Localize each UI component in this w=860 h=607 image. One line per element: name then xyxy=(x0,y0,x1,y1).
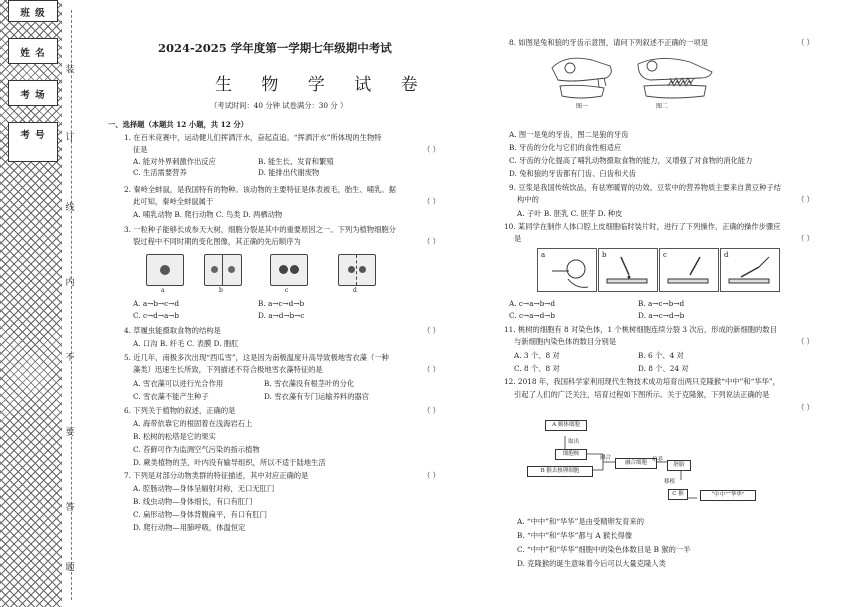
slide-drop-drawing xyxy=(599,249,657,291)
nucleus-shape xyxy=(348,266,355,273)
q1-option-c[interactable]: C. 生活需要营养 xyxy=(133,168,187,177)
q7-option-d[interactable]: D. 爬行动物—用肺呼吸，体温恒定 xyxy=(133,523,246,532)
nucleus-shape xyxy=(211,266,218,273)
q8-stem: 8. 如图是兔和狼的牙齿示意图，请问下列叙述不正确的一项是 xyxy=(509,38,708,47)
fig-label: 图一 xyxy=(576,103,589,110)
binding-char: 答 xyxy=(65,503,75,513)
q2-answer-blank[interactable]: （ ） xyxy=(423,197,440,206)
q6-option-c[interactable]: C. 苔藓可作为监测空气污染的指示植物 xyxy=(133,445,260,454)
binding-char: 内 xyxy=(65,278,75,288)
q7-option-a[interactable]: A. 腔肠动物—身体呈辐射对称，无口无肛门 xyxy=(133,484,275,493)
q9-stem: 9. 豆浆是我国传统饮品，有祛寒暖胃的功效。豆浆中的营养物质主要来自黄豆种子结 xyxy=(509,183,781,192)
q8-option-c[interactable]: C. 牙齿的分化提高了哺乳动物摄取食物的能力，又增强了对食物的消化能力 xyxy=(509,156,753,165)
exam-number-label: 考 号 xyxy=(20,130,46,141)
q6-option-d[interactable]: D. 蕨类植物的茎，叶内没有输导组织，所以不适于陆地生活 xyxy=(133,458,326,467)
cell-b-figure xyxy=(204,254,242,286)
exam-room-field[interactable] xyxy=(8,80,58,106)
q3-option-a[interactable]: A. a→b→c→d xyxy=(133,299,180,308)
flow-embryo: 胚胎 xyxy=(667,460,691,471)
q11-option-c[interactable]: C. 8 个、8 对 xyxy=(514,364,560,373)
exam-number-field[interactable] xyxy=(8,122,58,162)
exam-title: 2024-2025 学年度第一学期七年级期中考试 xyxy=(158,41,392,55)
fig-label: d xyxy=(724,251,729,259)
cell-a-figure xyxy=(146,254,184,286)
fig-label: b xyxy=(219,287,223,294)
flow-extract-label: 取出 xyxy=(568,439,580,445)
flow-monkey-c: C 猴 xyxy=(668,489,688,500)
binding-char: 订 xyxy=(65,133,75,143)
q10-option-c[interactable]: C. c→a→d→b xyxy=(509,311,556,320)
q5-option-c[interactable]: C. 雪衣藻不能产生种子 xyxy=(133,392,209,401)
q12-option-c[interactable]: C. “中中”和“华华”细胞中的染色体数目是 B 猴的一半 xyxy=(517,545,691,554)
q2-options[interactable]: A. 哺乳动物 B. 爬行动物 C. 鸟类 D. 两栖动物 xyxy=(133,210,283,219)
q5-stem: 5. 近几年，南极多次出现“西瓜雪”，这是因为南极温度升高导致极地雪衣藻（一种 xyxy=(124,353,389,362)
q7-option-b[interactable]: B. 线虫动物—身体细长，有口有肛门 xyxy=(133,497,253,506)
q11-option-b[interactable]: B. 6 个、4 对 xyxy=(638,351,684,360)
nucleus-shape xyxy=(279,265,288,274)
q10-option-a[interactable]: A. c→a→b→d xyxy=(509,299,556,308)
q5-answer-blank[interactable]: （ ） xyxy=(423,365,440,374)
fig-label: b xyxy=(602,251,607,259)
q3-stem: 3. 一粒种子能够长成参天大树，细胞分裂是其中的重要原因之一。下列为植物细胞分 xyxy=(124,225,396,234)
q12-stem-cont: 引起了人们的广泛关注，培育过程如下图所示。关于克隆猴，下列说法正确的是 xyxy=(514,390,770,399)
flow-monkey-a-somatic-cell: A 猴体细胞 xyxy=(545,420,587,431)
q11-answer-blank[interactable]: （ ） xyxy=(797,337,814,346)
step-a-figure xyxy=(537,248,597,292)
flow-fused-cell: 融合细胞 xyxy=(615,458,657,469)
binding-char: 线 xyxy=(65,203,75,213)
q7-option-c[interactable]: C. 扁形动物—身体背腹扁平，有口有肛门 xyxy=(133,510,268,519)
exam-room-label: 考 场 xyxy=(20,90,46,101)
q11-stem-cont: 与新细胞内染色体的数目分别是 xyxy=(514,337,617,346)
q5-stem-cont: 藻类）迅速生长所致，下列描述不符合极地雪衣藻特征的是 xyxy=(133,365,323,374)
section-heading: 一、选择题（本题共 12 小题，共 12 分） xyxy=(108,120,248,129)
teeth-figure xyxy=(540,50,720,108)
q1-option-a[interactable]: A. 能对外界刺激作出反应 xyxy=(133,157,216,166)
flow-nucleus: 细胞核 xyxy=(555,449,587,460)
cell-plate-line xyxy=(222,255,223,285)
q1-option-b[interactable]: B. 能生长、发育和繁殖 xyxy=(258,157,334,166)
q10-stem: 10. 某同学在制作人体口腔上皮细胞临时装片时，进行了下列操作，正确的操作步骤应 xyxy=(504,222,781,231)
exam-meta: （考试时间：40 分钟 试卷满分：30 分 ） xyxy=(210,101,348,110)
nucleus-shape xyxy=(228,266,235,273)
class-field[interactable] xyxy=(8,0,58,22)
q3-option-c[interactable]: C. c→d→a→b xyxy=(133,311,180,320)
cell-c-figure xyxy=(270,254,308,286)
q6-option-b[interactable]: B. 松树的松塔是它的果实 xyxy=(133,432,216,441)
q12-stem: 12. 2018 年，我国科学家利用现代生物技术成功培育出两只克隆猴“中中”和“华华”， xyxy=(504,377,780,386)
q10-option-b[interactable]: B. a→c→b→d xyxy=(638,299,685,308)
exam-subtitle: 生 物 学 试 卷 xyxy=(215,75,430,95)
q12-option-b[interactable]: B. “中中”和“华华”都与 A 猴长得像 xyxy=(517,531,633,540)
q7-answer-blank[interactable]: （ ） xyxy=(423,471,440,480)
name-field[interactable] xyxy=(8,38,58,64)
rabbit-skull-drawing xyxy=(552,58,611,98)
nucleus-shape xyxy=(290,265,299,274)
q5-option-a[interactable]: A. 雪衣藻可以进行光合作用 xyxy=(133,379,224,388)
q3-stem-cont: 裂过程中不同时期的变化图像，其正确的先后顺序为 xyxy=(133,237,301,246)
q9-stem-cont: 构中的 xyxy=(517,195,539,204)
step-c-figure xyxy=(659,248,719,292)
cover-slip-drawing xyxy=(721,249,779,291)
binding-char: 题 xyxy=(65,563,75,573)
q4-answer-blank[interactable]: （ ） xyxy=(423,326,440,335)
q8-option-d[interactable]: D. 兔和狼的牙齿都有门齿、臼齿和犬齿 xyxy=(509,169,636,178)
nucleus-shape xyxy=(160,265,170,275)
fig-label: a xyxy=(541,251,546,259)
q11-option-a[interactable]: A. 3 个、8 对 xyxy=(514,351,560,360)
q8-option-b[interactable]: B. 牙齿的分化与它们的食性相适应 xyxy=(509,143,622,152)
q9-answer-blank[interactable]: （ ） xyxy=(797,195,814,204)
q5-option-d[interactable]: D. 雪衣藻有专门运输养料的器官 xyxy=(264,392,370,401)
q1-stem-cont: 征是 xyxy=(133,145,148,154)
q7-stem: 7. 下列是对部分动物类群的特征描述，其中对应正确的是 xyxy=(124,471,309,480)
q3-option-d[interactable]: D. a→d→b→c xyxy=(258,311,305,320)
q9-options[interactable]: A. 子叶 B. 胚乳 C. 胚芽 D. 种皮 xyxy=(517,209,623,218)
q1-stem: 1. 在百米竞赛中，运动健儿们挥洒汗水，奋起直追。“挥洒汗水”所体现的生物特 xyxy=(124,133,382,142)
q4-stem: 4. 草履虫能摄取食物的结构是 xyxy=(124,326,221,335)
q5-option-b[interactable]: B. 雪衣藻没有根茎叶的分化 xyxy=(264,379,355,388)
q11-stem: 11. 桃树的细胞有 8 对染色体，1 个桃树细胞连续分裂 3 次后，形成的新细胞的数目 xyxy=(504,325,777,334)
class-label: 班 级 xyxy=(20,8,46,19)
nucleus-shape xyxy=(359,266,366,273)
step-b-figure xyxy=(598,248,658,292)
name-label: 姓 名 xyxy=(20,48,46,59)
q6-stem: 6. 下列关于植物的叙述，正确的是 xyxy=(124,406,236,415)
q3-answer-blank[interactable]: （ ） xyxy=(423,237,440,246)
q10-answer-blank[interactable]: （ ） xyxy=(797,234,814,243)
flow-offspring: “中中”“华华” xyxy=(700,490,756,501)
step-d-figure xyxy=(720,248,780,292)
q3-option-b[interactable]: B. a→c→d→b xyxy=(258,299,305,308)
q4-options[interactable]: A. 口沟 B. 纤毛 C. 表膜 D. 胞肛 xyxy=(133,339,239,348)
cell-d-figure xyxy=(338,254,376,286)
fig-label: c xyxy=(285,287,289,294)
q8-answer-blank[interactable]: （ ） xyxy=(797,38,814,47)
fig-label: d xyxy=(353,287,357,294)
binding-char: 不 xyxy=(65,353,75,363)
q6-answer-blank[interactable]: （ ） xyxy=(423,406,440,415)
q12-answer-blank[interactable]: （ ） xyxy=(797,403,814,412)
q1-option-d[interactable]: D. 能排出代谢废物 xyxy=(258,168,320,177)
cell-plate-line xyxy=(356,255,357,285)
slide-stain-drawing xyxy=(660,249,718,291)
flow-fuse-label: 融合 xyxy=(600,455,612,461)
q1-answer-blank[interactable]: （ ） xyxy=(423,145,440,154)
flow-monkey-b-egg: B 猴去核卵细胞 xyxy=(527,466,593,477)
q2-stem: 2. 秦岭全蚌鼠，是我国特有的物种。该动物的主要特征是体表被毛，胎生、哺乳。据 xyxy=(124,185,396,194)
mouth-swab-drawing xyxy=(538,249,596,291)
wolf-skull-drawing xyxy=(638,58,712,98)
q10-stem-cont: 是 xyxy=(514,234,522,243)
binding-char: 装 xyxy=(65,65,75,75)
flow-transfer-label: 移植 xyxy=(664,479,676,485)
q12-option-d[interactable]: D. 克隆猴的诞生意味着今后可以大量克隆人类 xyxy=(517,559,666,568)
q12-option-a[interactable]: A. “中中”和“华华”是由受精卵发育来的 xyxy=(517,517,644,526)
fig-label: c xyxy=(663,251,667,259)
q6-option-a[interactable]: A. 海带依靠它的根固着在浅海岩石上 xyxy=(133,419,253,428)
q11-option-d[interactable]: D. 8 个、24 对 xyxy=(638,364,689,373)
binding-char: 要 xyxy=(65,428,75,438)
flow-culture-label: 培养 xyxy=(652,457,664,463)
fig-label: a xyxy=(161,287,165,294)
q10-option-d[interactable]: D. a→c→d→b xyxy=(638,311,685,320)
q8-option-a[interactable]: A. 图一是兔的牙齿，图二是狼的牙齿 xyxy=(509,130,629,139)
fig-label: 图二 xyxy=(656,103,669,110)
q2-stem-cont: 此可知，秦岭全蚌鼠属于 xyxy=(133,197,214,206)
